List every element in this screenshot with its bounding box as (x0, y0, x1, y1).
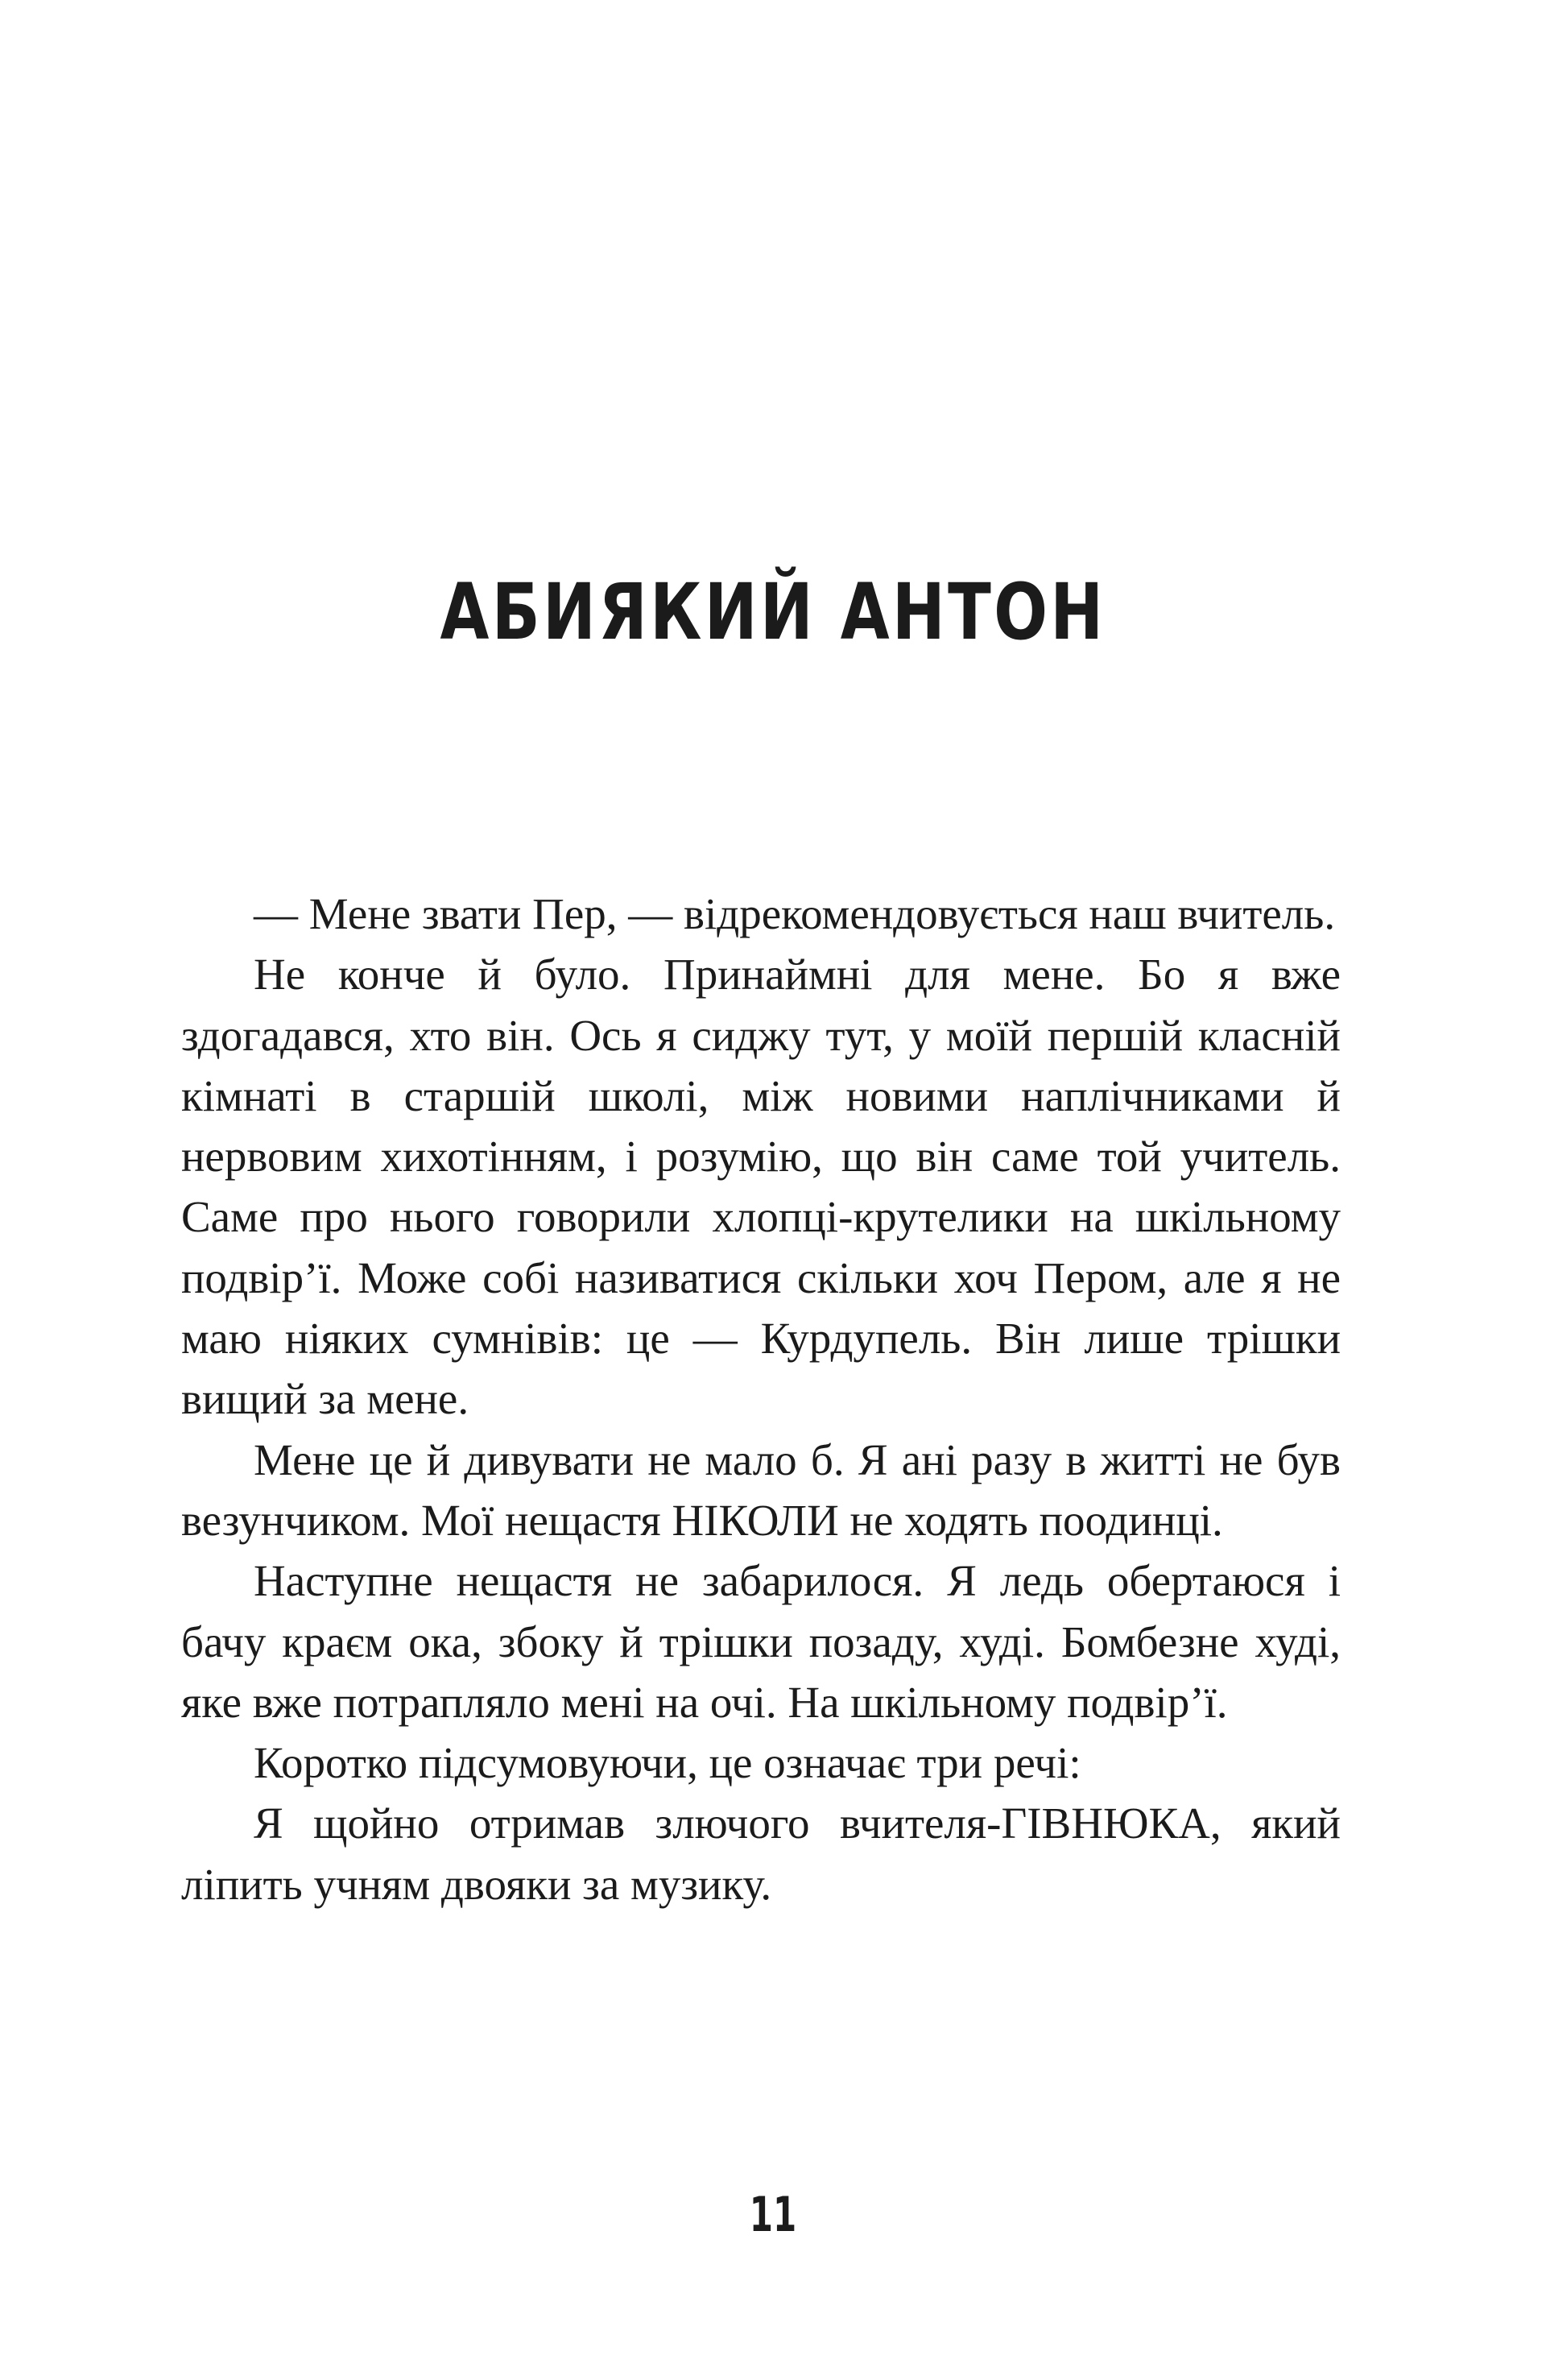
paragraph: Я щойно отримав злючого вчителя-ГІВНЮКА, який ліпить учням двояки за музику. (181, 1798, 1341, 1909)
paragraph: Не конче й було. Принаймні для мене. Бо я вже здогадався, хто він. Ось я сиджу тут, у моїй першій класній кімнаті в старшій школі, між новими наплічниками й нервовим хихотінням, і розумію, що він саме той учитель. Саме про нього говорили хлопці-крутелики на шкільному подвір’ї. Може собі називатися скільки хоч Пером, але я не маю ніяких сумнівів: це — Курдупель. Він лише трішки вищий за мене. (181, 950, 1341, 1424)
paragraph: — Мене звати Пер, — відрекомендовується наш вчитель. (254, 889, 1336, 938)
body-text (181, 884, 1341, 1914)
page-number: 11 (749, 2187, 797, 2243)
chapter-title: АБИЯКИЙ АНТОН (440, 567, 1106, 657)
paragraph: Коротко підсумовуючи, це означає три речі: (254, 1738, 1081, 1788)
paragraph: Наступне нещастя не забарилося. Я ледь обертаюся і бачу краєм ока, збоку й трішки позаду, худі. Бомбезне худі, яке вже потрапляло мені на очі. На шкільному подвір’ї. (181, 1556, 1341, 1727)
paragraph: Мене це й дивувати не мало б. Я ані разу в житті не був везунчиком. Мої нещастя НІКОЛИ не ходять поодинці. (181, 1434, 1341, 1545)
